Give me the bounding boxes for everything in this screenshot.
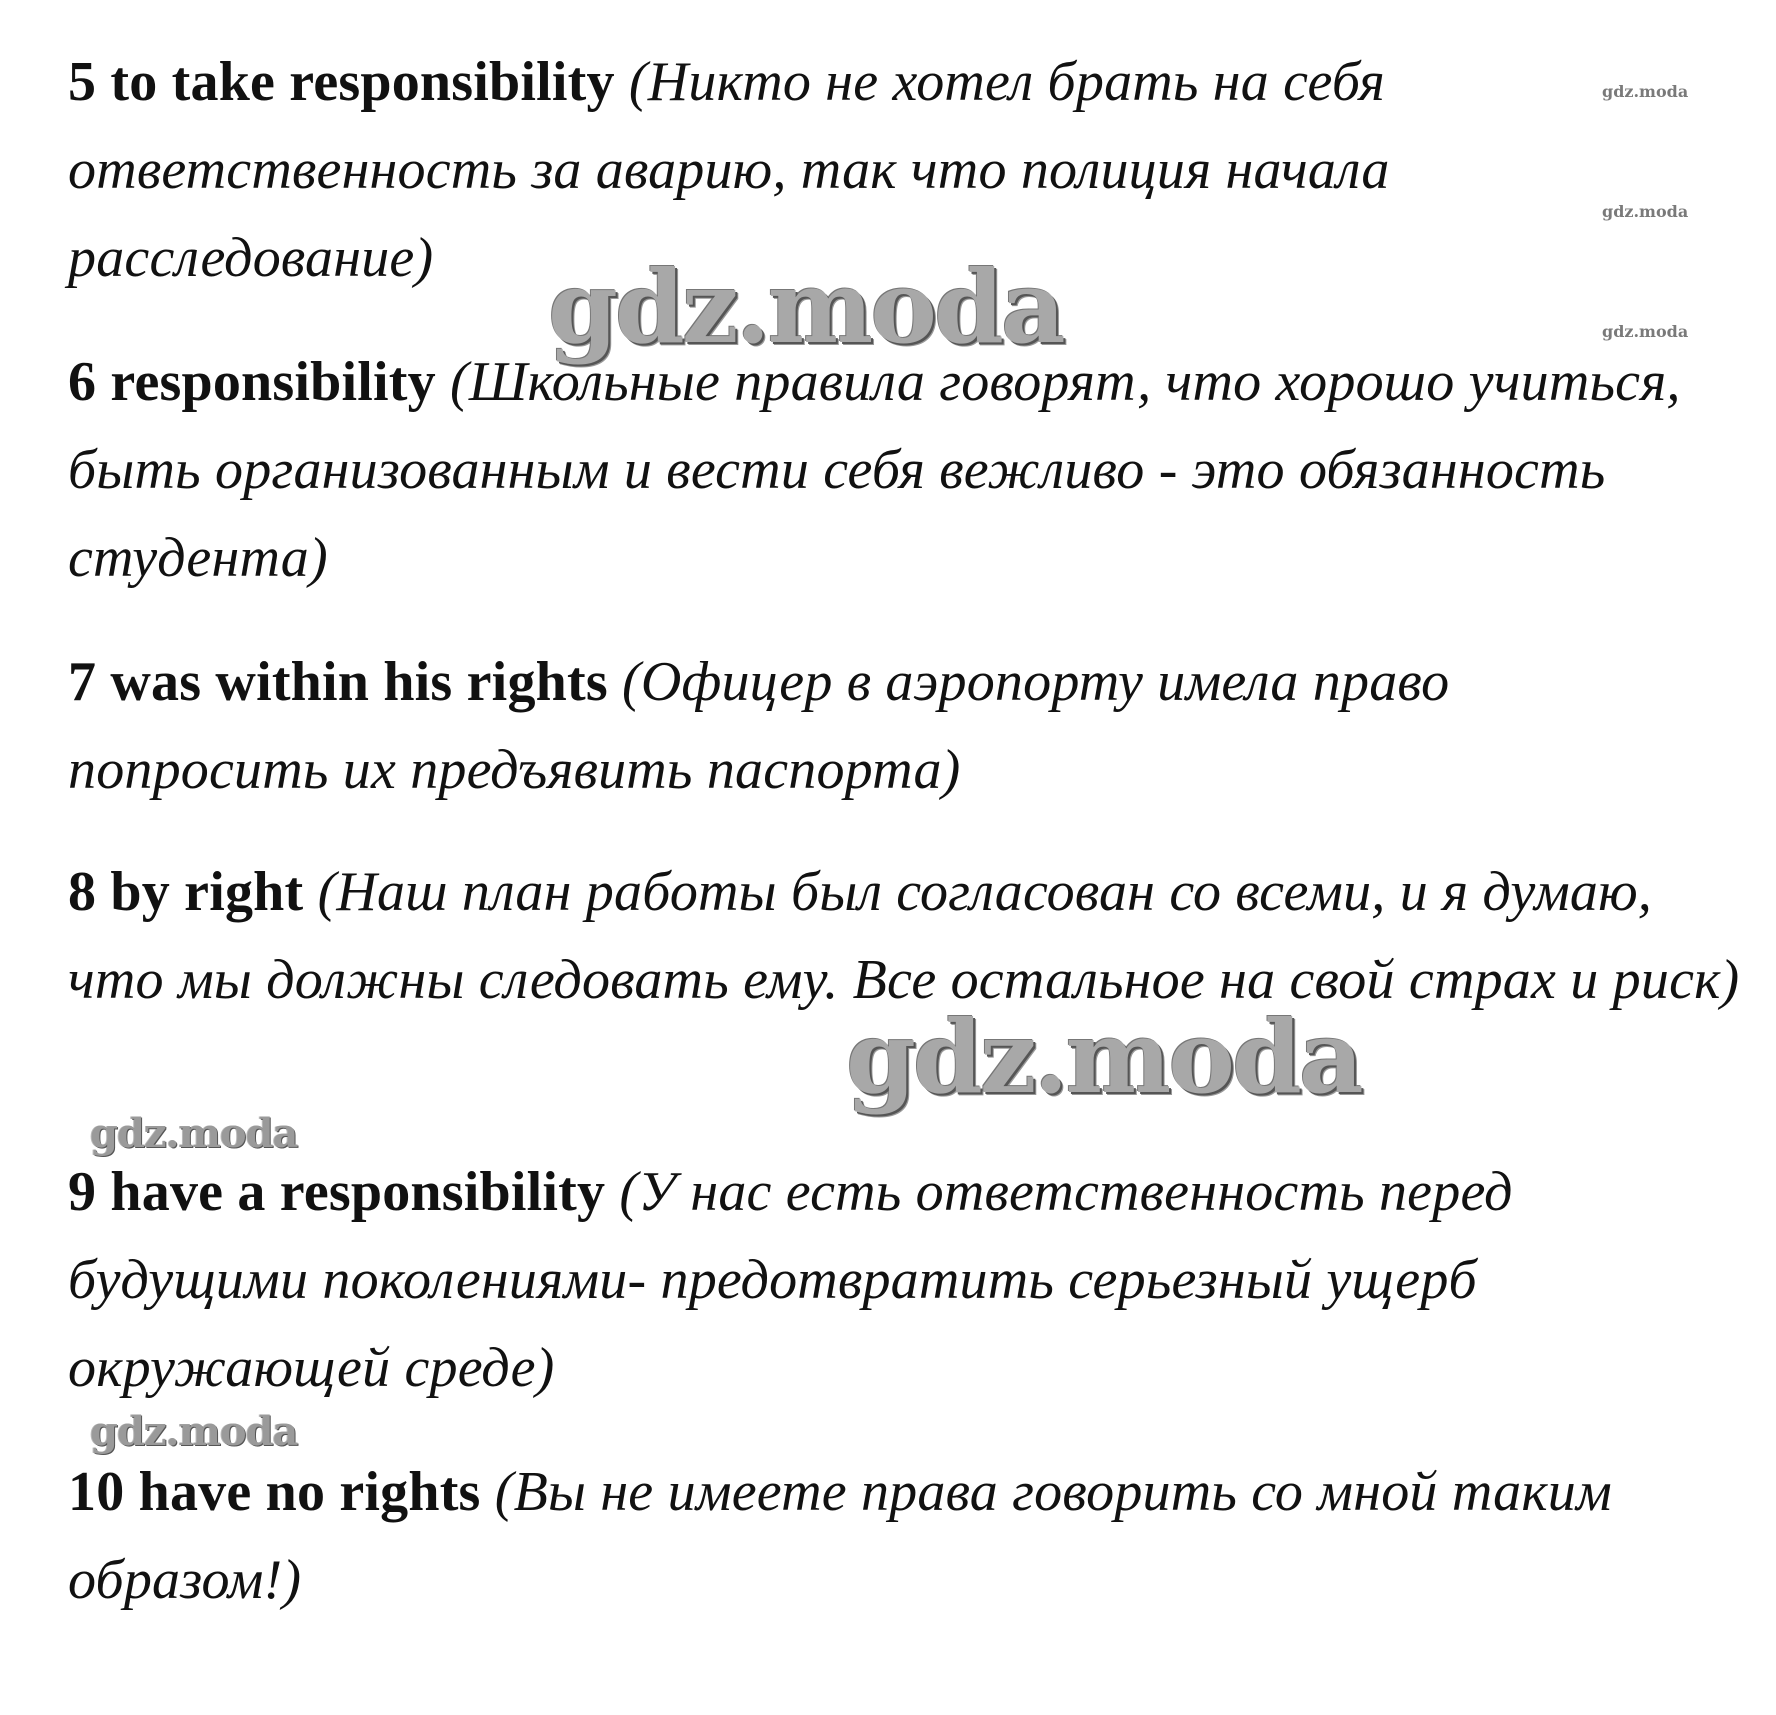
entry-translation: (У нас есть ответственность перед будущими поколениями- предотвратить серьезный ущерб окружающей среде): [68, 1161, 1513, 1399]
watermark: gdz.moda: [1602, 322, 1689, 341]
entry-10: [68, 1448, 1708, 1624]
entry-7: [68, 638, 1528, 814]
entry-translation: (Вы не имеете права говорить со мной таким образом!): [68, 1461, 1612, 1611]
entry-6: [68, 338, 1758, 602]
entry-translation: (Наш план работы был согласован со всеми, и я думаю, что мы должны следовать ему. Все остальное на свой страх и риск): [68, 861, 1740, 1011]
entry-phrase: 10 have no rights: [68, 1461, 481, 1523]
watermark: gdz.moda: [90, 1408, 298, 1455]
entry-translation: (Школьные правила говорят, что хорошо учиться, быть организованным и вести себя вежливо - это обязанность студента): [68, 351, 1681, 589]
entry-9: [68, 1148, 1628, 1412]
entry-phrase: 5 to take responsibility: [68, 51, 615, 113]
watermark: gdz.moda: [1602, 82, 1689, 101]
entry-phrase: 7 was within his rights: [68, 651, 608, 713]
entry-phrase: 8 by right: [68, 861, 304, 923]
entry-phrase: 6 responsibility: [68, 351, 436, 413]
watermark: gdz.moda: [1602, 202, 1689, 221]
entry-translation: (Офицер в аэропорту имела право попросить их предъявить паспорта): [68, 651, 1450, 801]
entry-translation: (Никто не хотел брать на себя ответственность за аварию, так что полиция начала расследование): [68, 51, 1390, 289]
watermark: gdz.moda: [548, 248, 1063, 366]
watermark: gdz.moda: [846, 998, 1361, 1116]
watermark: gdz.moda: [90, 1110, 298, 1157]
entry-phrase: 9 have a responsibility: [68, 1161, 606, 1223]
